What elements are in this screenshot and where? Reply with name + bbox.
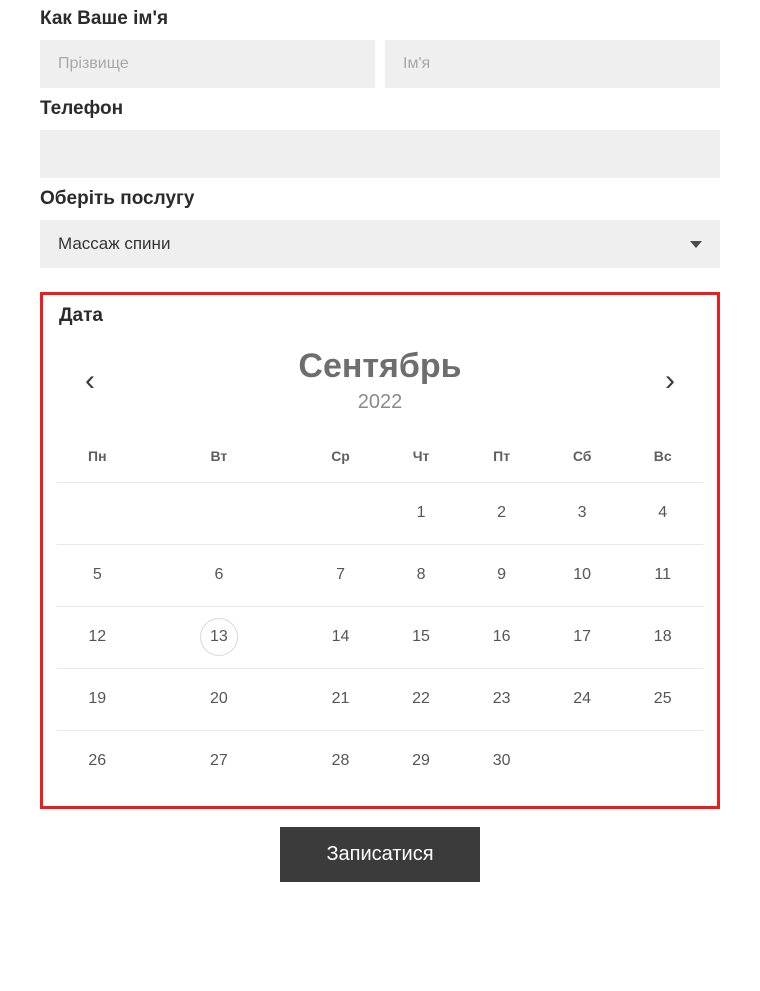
- calendar-day: [57, 482, 138, 544]
- weekday-fri: Пт: [461, 438, 542, 483]
- first-name-placeholder: Ім'я: [403, 55, 431, 72]
- calendar-day[interactable]: 23: [461, 668, 542, 730]
- calendar-day[interactable]: 24: [542, 668, 623, 730]
- calendar-week-row: [57, 730, 703, 792]
- calendar-header: [57, 331, 703, 422]
- calendar-day[interactable]: 8: [381, 544, 462, 606]
- calendar-day[interactable]: 10: [542, 544, 623, 606]
- name-label: Как Ваше ім'я: [40, 8, 169, 29]
- calendar-day[interactable]: 18: [622, 606, 703, 668]
- submit-row: [40, 827, 720, 882]
- calendar-day[interactable]: 22: [381, 668, 462, 730]
- submit-button[interactable]: Записатися: [280, 827, 480, 882]
- calendar: [57, 331, 703, 792]
- service-label: Оберіть послугу: [40, 188, 195, 209]
- calendar-day[interactable]: 28: [331, 752, 350, 770]
- date-label: Дата: [59, 305, 103, 326]
- calendar-day: [622, 730, 703, 792]
- weekday-sat: Сб: [542, 438, 623, 483]
- calendar-day[interactable]: 3: [542, 482, 623, 544]
- calendar-day[interactable]: 15: [381, 606, 462, 668]
- calendar-day[interactable]: 11: [622, 544, 703, 606]
- calendar-weekday-row: [57, 438, 703, 483]
- calendar-day[interactable]: 7: [300, 544, 381, 606]
- calendar-day: [300, 482, 381, 544]
- calendar-day[interactable]: 12: [57, 606, 138, 668]
- calendar-day[interactable]: 2: [461, 482, 542, 544]
- phone-input[interactable]: [40, 130, 720, 178]
- calendar-day[interactable]: 17: [542, 606, 623, 668]
- weekday-wed: Ср: [300, 438, 381, 483]
- calendar-title: [107, 349, 653, 414]
- calendar-day[interactable]: 25: [622, 668, 703, 730]
- weekday-tue: Вт: [138, 438, 301, 483]
- calendar-year: 2022: [357, 390, 403, 413]
- phone-label: Телефон: [40, 98, 124, 119]
- chevron-down-icon: [690, 241, 702, 248]
- prev-month-icon[interactable]: ‹: [85, 364, 95, 398]
- service-select-value: Массаж спини: [58, 234, 171, 253]
- calendar-grid: [57, 438, 703, 793]
- today-circle: 13: [200, 618, 238, 656]
- calendar-day[interactable]: 16: [461, 606, 542, 668]
- weekday-thu: Чт: [381, 438, 462, 483]
- next-month-icon[interactable]: ›: [665, 364, 675, 398]
- calendar-day-disabled: 9: [461, 544, 542, 606]
- last-name-placeholder: Прізвище: [58, 55, 129, 72]
- calendar-day[interactable]: 14: [300, 606, 381, 668]
- calendar-day[interactable]: 27: [210, 752, 228, 770]
- calendar-day[interactable]: 26: [88, 752, 107, 770]
- calendar-day[interactable]: 6: [138, 544, 301, 606]
- calendar-day[interactable]: 1: [381, 482, 462, 544]
- calendar-day[interactable]: 4: [622, 482, 703, 544]
- calendar-day: [138, 482, 301, 544]
- calendar-week-row: [57, 482, 703, 544]
- calendar-day[interactable]: 30: [492, 752, 511, 770]
- calendar-month: Сентябрь: [298, 347, 462, 385]
- calendar-day[interactable]: 20: [138, 668, 301, 730]
- first-name-input[interactable]: [385, 40, 720, 88]
- calendar-week-row: [57, 668, 703, 730]
- calendar-day-today[interactable]: [138, 606, 301, 668]
- weekday-sun: Вс: [622, 438, 703, 483]
- calendar-day[interactable]: 19: [57, 668, 138, 730]
- last-name-input[interactable]: [40, 40, 375, 88]
- date-section: [40, 292, 720, 809]
- calendar-day: [542, 730, 623, 792]
- name-fields-row: [40, 40, 720, 88]
- calendar-day[interactable]: 5: [57, 544, 138, 606]
- calendar-day[interactable]: 21: [300, 668, 381, 730]
- weekday-mon: Пн: [57, 438, 138, 483]
- calendar-day[interactable]: 29: [412, 752, 430, 770]
- calendar-week-row: [57, 606, 703, 668]
- calendar-week-row: [57, 544, 703, 606]
- service-select[interactable]: [40, 220, 720, 268]
